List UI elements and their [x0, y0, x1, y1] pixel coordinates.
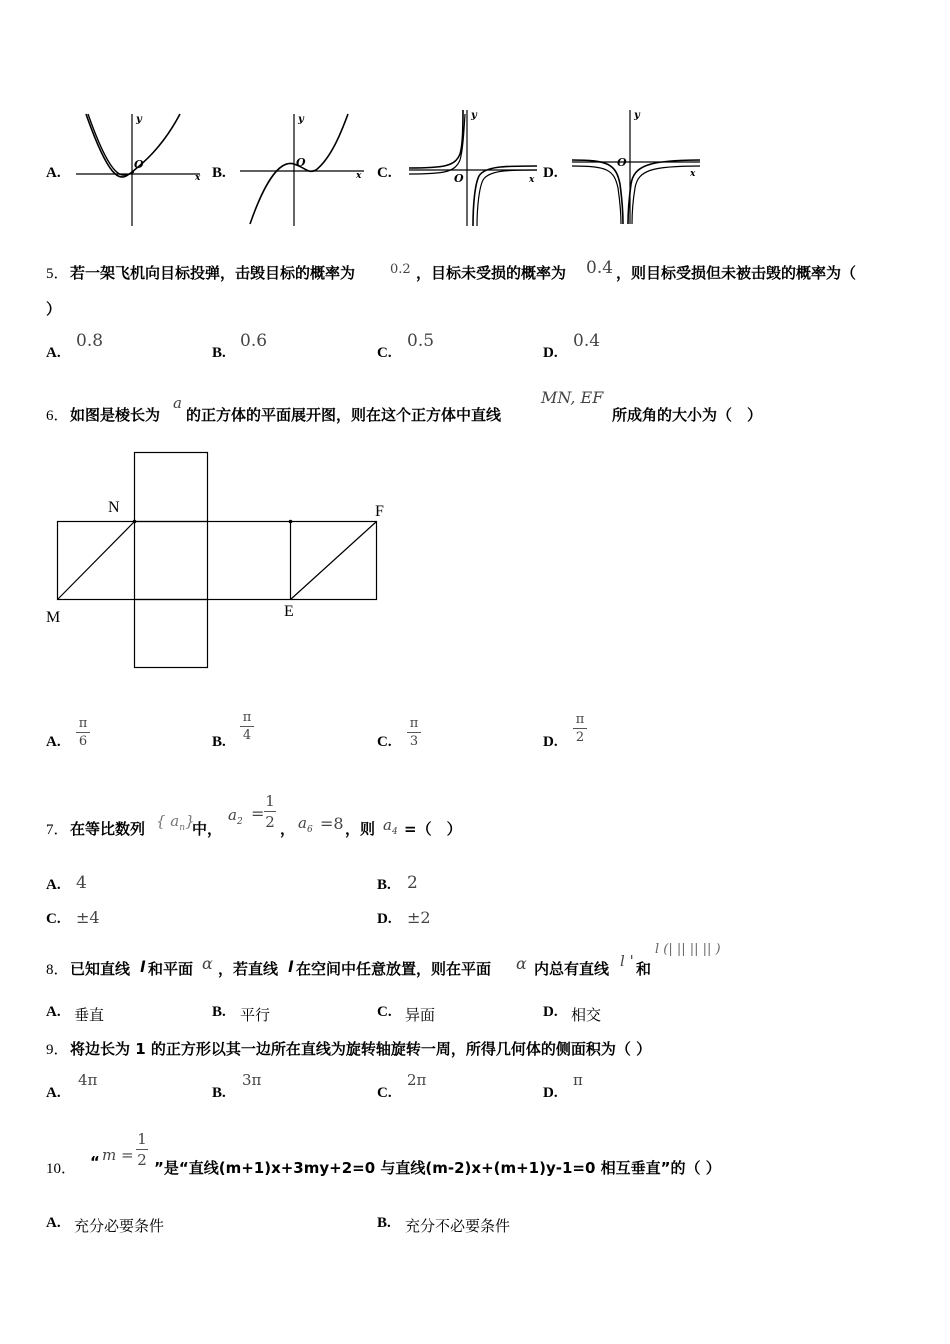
- q7-a6: $a_6$: [298, 814, 313, 835]
- q5-option-d-value: 0.4: [573, 331, 601, 351]
- q5-p2: 0.4: [586, 258, 614, 278]
- q8-l-prime: l ': [620, 952, 634, 970]
- q9-option-b-label: B.: [212, 1085, 226, 1101]
- q7-seq: { $a_n$}: [156, 812, 195, 833]
- q7-option-a-value: 4: [76, 873, 87, 893]
- q10-option-b-label: B.: [377, 1215, 391, 1231]
- q6-option-b-label: B.: [212, 734, 226, 750]
- q8-text-a: 已知直线: [70, 960, 131, 978]
- q6-option-c-num: π: [409, 716, 419, 731]
- q8-text-e: 内总有直线: [534, 960, 610, 978]
- q4-option-b-label: B.: [212, 165, 226, 181]
- q7-option-d-value: ±2: [407, 908, 431, 927]
- q4-c-x: x: [529, 175, 535, 185]
- q8-option-b-label: B.: [212, 1004, 226, 1020]
- q10-open-quote: “: [90, 1153, 100, 1171]
- q7-text-d: =（ ）: [404, 820, 462, 838]
- q4-graph-a: [72, 108, 212, 228]
- q8-number: 8．: [46, 962, 69, 978]
- q8-tail: l (| || || || ): [655, 942, 721, 957]
- q4-d-x: x: [690, 169, 696, 179]
- q7-a4: $a_4$: [383, 816, 398, 837]
- q5-number: 5．: [46, 266, 69, 282]
- q5-close-paren: ）: [46, 300, 62, 318]
- q7-number: 7．: [46, 822, 69, 838]
- q9-text: 将边长为 1 的正方形以其一边所在直线为旋转轴旋转一周，所得几何体的侧面积为（ ）: [70, 1040, 652, 1058]
- q4-b-origin: O: [296, 156, 306, 169]
- q7-half-den: 2: [265, 813, 275, 831]
- q7-text-b: 中，: [192, 820, 223, 838]
- q7-option-b-label: B.: [377, 877, 391, 893]
- q6-option-d-num: π: [575, 712, 585, 727]
- q10-option-a-value: 充分必要条件: [74, 1217, 165, 1235]
- q5-option-b-label: B.: [212, 345, 226, 361]
- q4-a-x: x: [195, 173, 201, 183]
- q8-l: l: [140, 958, 146, 976]
- q4-option-c-label: C.: [377, 165, 392, 181]
- q4-c-y: y: [471, 110, 477, 121]
- q5-option-a-value: 0.8: [76, 331, 104, 351]
- q7-half-frac: [264, 792, 276, 831]
- q9-option-d-value: π: [573, 1071, 583, 1089]
- q9-option-b-value: 3π: [242, 1071, 262, 1089]
- q6-option-b-frac: [240, 710, 254, 743]
- q6-label-f: F: [375, 503, 384, 520]
- q8-option-a-label: A.: [46, 1004, 61, 1020]
- q6-option-c-den: 3: [409, 734, 419, 749]
- q7-eq: =: [251, 804, 265, 823]
- q6-text-a: 如图是棱长为: [70, 406, 161, 424]
- q6-text-c: 所成角的大小为（ ）: [612, 406, 763, 424]
- q9-number: 9．: [46, 1042, 69, 1058]
- q6-var-a: a: [173, 394, 182, 412]
- q5-text-c: ，则目标受损但未被击毁的概率为（: [616, 264, 857, 282]
- q7-option-c-value: ±4: [76, 908, 100, 927]
- q4-graph-c: [405, 104, 545, 228]
- q4-d-y: y: [634, 110, 640, 121]
- q9-option-a-label: A.: [46, 1085, 61, 1101]
- q7-a6-val: =8: [320, 814, 344, 833]
- q8-l-2: l: [288, 958, 294, 976]
- q8-option-a-value: 垂直: [74, 1006, 105, 1024]
- q6-option-c-label: C.: [377, 734, 392, 750]
- q4-b-x: x: [356, 171, 362, 181]
- q8-option-d-label: D.: [543, 1004, 558, 1020]
- q5-option-d-label: D.: [543, 345, 558, 361]
- q8-alpha-2: α: [516, 954, 527, 973]
- q6-option-a-num: π: [78, 716, 88, 731]
- q8-text-b: 和平面: [148, 960, 194, 978]
- q7-option-c-label: C.: [46, 911, 61, 927]
- q9-option-c-label: C.: [377, 1085, 392, 1101]
- q6-option-d-label: D.: [543, 734, 558, 750]
- q5-text-b: ，目标未受损的概率为: [416, 264, 567, 282]
- q8-text-d: 在空间中任意放置，则在平面: [296, 960, 492, 978]
- q6-label-n: N: [108, 499, 120, 516]
- q10-num: 1: [137, 1130, 147, 1148]
- q7-text-a: 在等比数列: [70, 820, 146, 838]
- q6-lines: MN, EF: [541, 388, 604, 407]
- q10-den: 2: [137, 1151, 147, 1169]
- q8-option-b-value: 平行: [240, 1006, 271, 1024]
- q9-option-c-value: 2π: [407, 1071, 427, 1089]
- q4-b-y: y: [298, 114, 304, 125]
- q6-option-a-den: 6: [78, 734, 88, 749]
- q7-half-num: 1: [265, 792, 275, 810]
- q4-a-y: y: [136, 114, 142, 125]
- q7-option-d-label: D.: [377, 911, 392, 927]
- q6-text-b: 的正方体的平面展开图，则在这个正方体中直线: [186, 406, 502, 424]
- q6-label-e: E: [284, 603, 294, 620]
- q9-option-a-value: 4π: [78, 1071, 98, 1089]
- q4-graph-b: [236, 108, 376, 228]
- q4-d-origin: O: [617, 156, 627, 169]
- q5-option-c-value: 0.5: [407, 331, 435, 351]
- q7-option-a-label: A.: [46, 877, 61, 893]
- q6-option-a-label: A.: [46, 734, 61, 750]
- q7-comma: ，: [280, 820, 296, 838]
- q9-option-d-label: D.: [543, 1085, 558, 1101]
- q4-c-origin: O: [454, 172, 464, 185]
- q7-text-c: ，则: [345, 820, 376, 838]
- q5-text-a: 若一架飞机向目标投弹，击毁目标的概率为: [70, 264, 356, 282]
- q5-p1: 0.2: [390, 262, 411, 277]
- q6-option-b-num: π: [242, 710, 252, 725]
- q10-option-a-label: A.: [46, 1215, 61, 1231]
- q7-a2: $a_2$: [228, 806, 243, 827]
- q10-option-b-value: 充分不必要条件: [405, 1217, 511, 1235]
- q6-option-b-den: 4: [242, 728, 252, 743]
- q4-a-origin: O: [134, 158, 144, 171]
- q5-option-c-label: C.: [377, 345, 392, 361]
- q5-option-b-value: 0.6: [240, 331, 268, 351]
- q6-number: 6．: [46, 408, 69, 424]
- q6-option-d-den: 2: [575, 730, 585, 745]
- q8-option-d-value: 相交: [571, 1006, 602, 1024]
- q8-text-c: ，若直线: [218, 960, 279, 978]
- q4-graph-d: [568, 104, 708, 228]
- q6-option-a-frac: [76, 716, 90, 749]
- q10-frac: [136, 1130, 148, 1169]
- q6-cube-net: [40, 448, 400, 678]
- q6-option-d-frac: [573, 712, 587, 745]
- q4-option-d-label: D.: [543, 165, 558, 181]
- q8-alpha: α: [202, 954, 213, 973]
- q8-option-c-label: C.: [377, 1004, 392, 1020]
- q4-option-a-label: A.: [46, 165, 61, 181]
- q7-option-b-value: 2: [407, 873, 418, 893]
- q10-text: ”是“直线(m+1)x+3my+2=0 与直线(m-2)x+(m+1)y-1=0 相互垂直”的（ ）: [154, 1159, 721, 1177]
- q6-label-m: M: [46, 609, 61, 626]
- q10-number: 10．: [46, 1161, 77, 1177]
- q6-option-c-frac: [407, 716, 421, 749]
- q10-m: m =: [102, 1146, 134, 1164]
- q8-option-c-value: 异面: [405, 1006, 436, 1024]
- q8-text-f: 和: [636, 960, 652, 978]
- q5-option-a-label: A.: [46, 345, 61, 361]
